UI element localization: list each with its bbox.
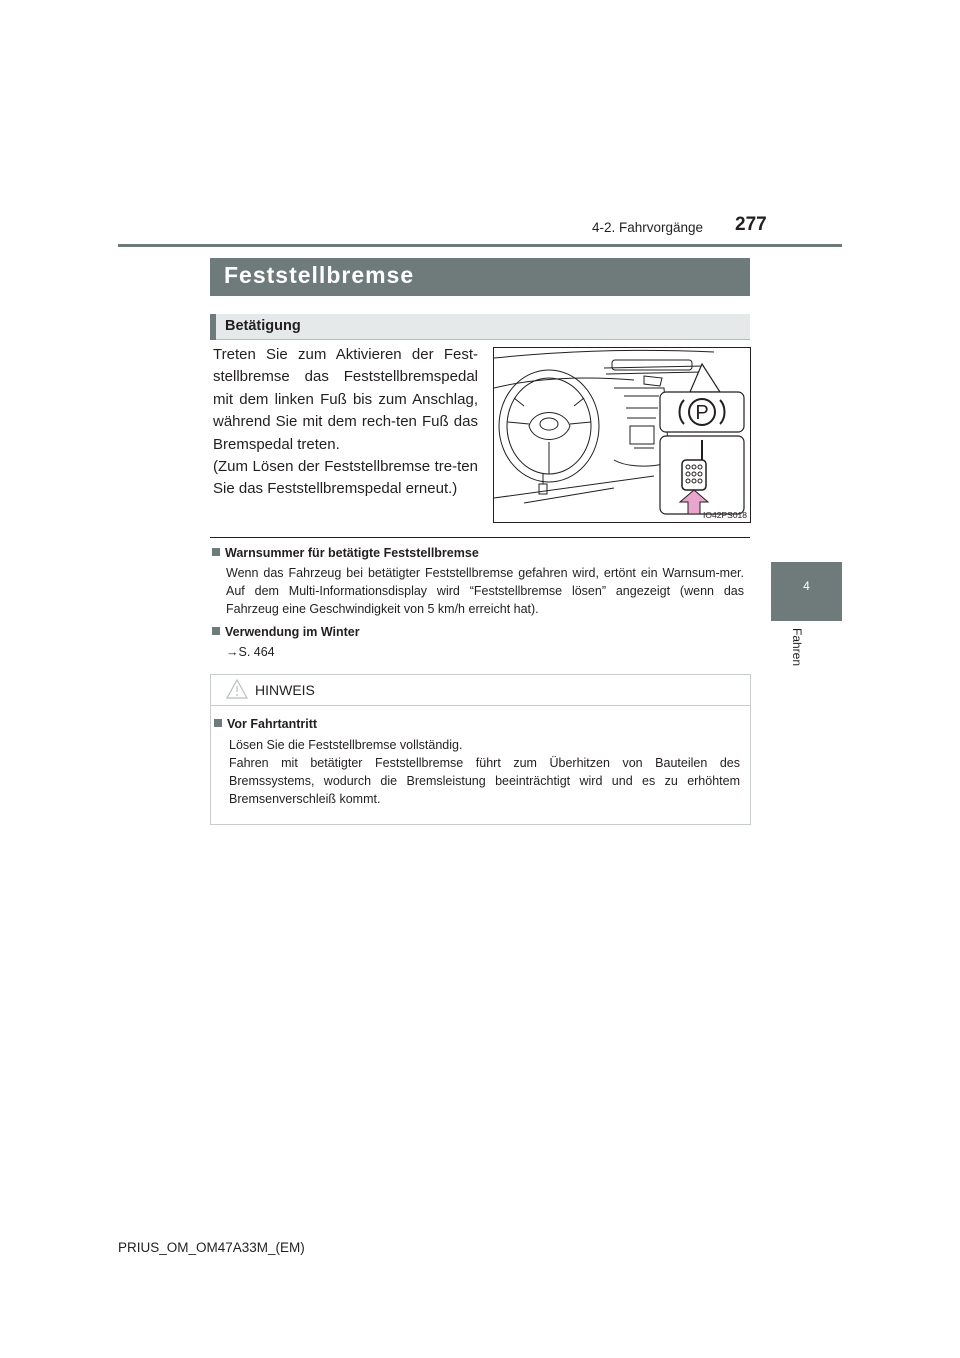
subheading: Betätigung: [225, 318, 301, 334]
subheading-bar: [210, 314, 750, 340]
section-title: Feststellbremse: [224, 262, 415, 288]
subheading-marker: [210, 314, 216, 340]
footer-document-code: PRIUS_OM_OM47A33M_(EM): [118, 1240, 305, 1255]
notice-box: [210, 674, 751, 825]
notice-line-2: Fahren mit betätigter Feststellbremse führt zum Überhitzen von Bauteilen des Bremssystems, wodurch die Bremsleistung beeinträchtigt wird und es zu erhöhtem Bremsenverschleiß kommt.: [229, 756, 740, 806]
chapter-label-wrapper: [786, 628, 806, 688]
note-heading-winter-use: [212, 625, 360, 639]
warning-triangle-icon: [226, 679, 248, 699]
header-rule: [118, 244, 842, 247]
section-title-bar: [210, 258, 750, 296]
note-heading-text: Warnsummer für betätigte Feststellbremse: [225, 546, 479, 560]
notice-header: [211, 675, 750, 706]
page-reference-link[interactable]: →S. 464: [226, 645, 275, 659]
bullet-square-icon: [212, 627, 220, 635]
intro-text: [213, 344, 478, 501]
page-number: 277: [735, 214, 767, 235]
intro-paragraph-1: Treten Sie zum Aktivieren der Fest-stellbremse das Feststellbremspedal mit dem linken Fuß bis zum Anschlag, während Sie mit dem rech-ten Fuß das Bremspedal treten.: [213, 346, 478, 453]
bullet-square-icon: [212, 548, 220, 556]
chapter-number: 4: [803, 579, 810, 593]
chapter-label: Fahren: [790, 628, 804, 667]
chapter-tab: [771, 562, 842, 621]
dashboard-drawing: [494, 348, 750, 522]
section-header: 4-2. Fahrvorgänge: [592, 220, 704, 235]
intro-paragraph-2: (Zum Lösen der Feststellbremse tre-ten Sie das Feststellbremspedal erneut.): [213, 458, 478, 498]
bullet-square-icon: [214, 719, 222, 727]
note-heading-warning-buzzer: [212, 546, 479, 560]
notice-heading-text: Vor Fahrtantritt: [227, 717, 318, 731]
notice-label: HINWEIS: [255, 682, 315, 698]
notice-line-1: Lösen Sie die Feststellbremse vollständig.: [229, 738, 463, 752]
indicator-letter: P: [695, 402, 709, 424]
note-heading-text: Verwendung im Winter: [225, 625, 360, 639]
notice-heading: [214, 717, 317, 731]
parking-brake-illustration: [493, 347, 751, 523]
figure-id: IO42PS018: [703, 510, 747, 520]
note-body-warning-buzzer: Wenn das Fahrzeug bei betätigter Feststellbremse gefahren wird, ertönt ein Warnsum-mer. Auf dem Multi-Informationsdisplay wird “Feststellbremse lösen” angezeigt (wenn das Fahrzeug eine Geschwindigkeit von 5 km/h erreicht hat).: [226, 566, 744, 616]
notice-body: [229, 736, 740, 808]
separator-rule: [210, 537, 750, 538]
